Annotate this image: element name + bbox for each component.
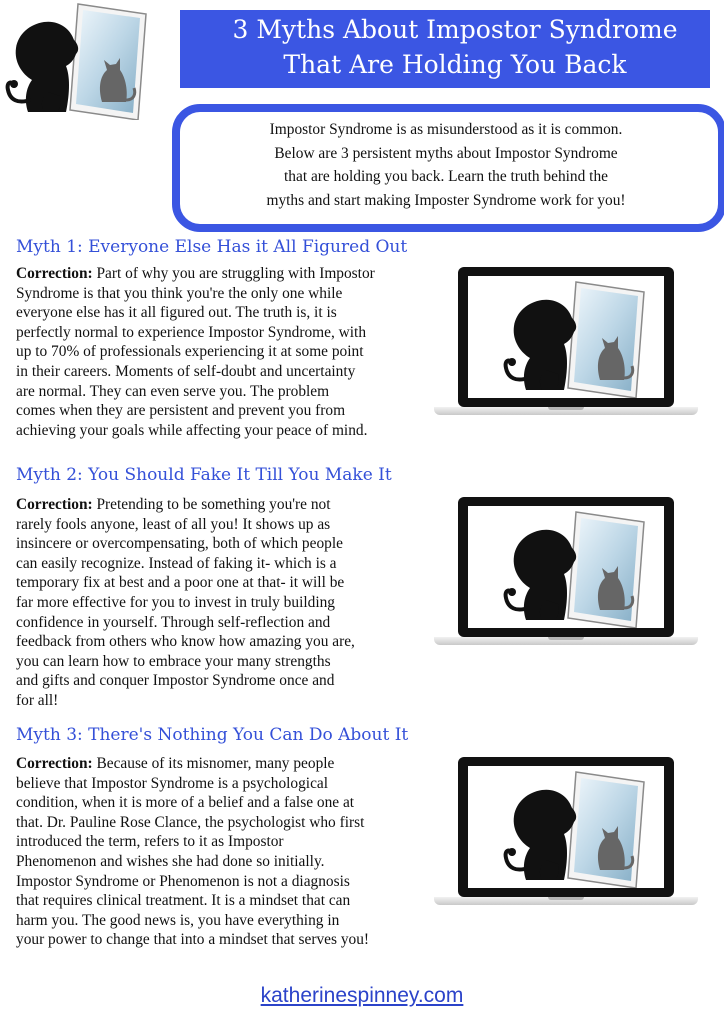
title-line-2: That Are Holding You Back [283, 50, 627, 79]
intro-text [186, 118, 706, 212]
body-line: rarely fools anyone, least of all you! It shows up as [16, 515, 331, 533]
correction-label: Correction: [16, 496, 93, 513]
body-line: and gifts and conquer Impostor Syndrome once and [16, 672, 335, 690]
body-line: confidence in yourself. Through self-reflection and [16, 613, 331, 631]
title-line-1: 3 Myths About Impostor Syndrome [232, 15, 678, 44]
body-line: temporary fix at best and a poor one at that- it will be [16, 574, 345, 592]
myth-1-title: Myth 1: Everyone Else Has it All Figured Out [16, 237, 408, 257]
header-illustration [0, 0, 180, 120]
body-line: are normal. They can even serve you. The problem [16, 382, 330, 400]
intro-line: myths and start making Imposter Syndrome work for you! [266, 191, 626, 209]
body-line: far more effective for you to invest in truly building [16, 593, 335, 611]
myth-3-body [16, 754, 456, 950]
myth-3-title: Myth 3: There's Nothing You Can Do About It [16, 725, 409, 745]
myth-2-title: Myth 2: You Should Fake It Till You Make It [16, 465, 392, 485]
laptop-illustration-1 [434, 267, 704, 423]
body-line: introduced the term, refers to it as Impostor [16, 833, 284, 851]
body-line: condition, when it is more of a belief and a false one at [16, 794, 355, 812]
body-line: Impostor Syndrome or Phenomenon is not a diagnosis [16, 872, 350, 890]
body-line: that requires clinical treatment. It is a mindset that can [16, 892, 351, 910]
laptop-illustration-2 [434, 497, 704, 653]
body-line: everyone else has it all figured out. The truth is, it is [16, 304, 337, 322]
body-line: achieving your goals while affecting your peace of mind. [16, 421, 368, 439]
laptop-illustration-3 [434, 757, 704, 913]
body-line: your power to change that into a mindset that serves you! [16, 931, 370, 949]
myth-2-body [16, 495, 456, 711]
body-line: you can learn how to embrace your many strengths [16, 652, 331, 670]
body-line: up to 70% of professionals experiencing it at some point [16, 343, 364, 361]
website-link[interactable]: katherinespinney.com [260, 984, 464, 1007]
myth-1-body [16, 264, 456, 440]
body-line: Pretending to be something you're not [92, 496, 331, 513]
body-line: Phenomenon and wishes she had done so initially. [16, 852, 325, 870]
intro-line: that are holding you back. Learn the truth behind the [284, 168, 608, 185]
body-line: in their careers. Moments of self-doubt and uncertainty [16, 362, 356, 380]
intro-line: Impostor Syndrome is as misunderstood as it is common. [269, 121, 623, 138]
body-line: insincere or overcompensating, both of which people [16, 535, 343, 553]
body-line: that. Dr. Pauline Rose Clance, the psychologist who first [16, 813, 365, 831]
intro-line: Below are 3 persistent myths about Impostor Syndrome [274, 144, 618, 162]
body-line: Because of its misnomer, many people [92, 755, 335, 772]
body-line: perfectly normal to experience Impostor Syndrome, with [16, 323, 367, 341]
body-line: Part of why you are struggling with Impostor [92, 265, 375, 282]
body-line: comes when they are persistent and prevent you from [16, 402, 346, 420]
body-line: can easily recognize. Instead of faking it- which is a [16, 554, 337, 572]
body-line: believe that Impostor Syndrome is a psychological [16, 774, 329, 792]
body-line: harm you. The good news is, you have everything in [16, 911, 340, 929]
correction-label: Correction: [16, 265, 93, 282]
body-line: for all! [16, 691, 59, 709]
body-line: Syndrome is that you think you're the only one while [16, 284, 343, 302]
correction-label: Correction: [16, 755, 93, 772]
body-line: feedback from others who know how amazing you are, [16, 633, 355, 651]
page-title [205, 12, 705, 82]
